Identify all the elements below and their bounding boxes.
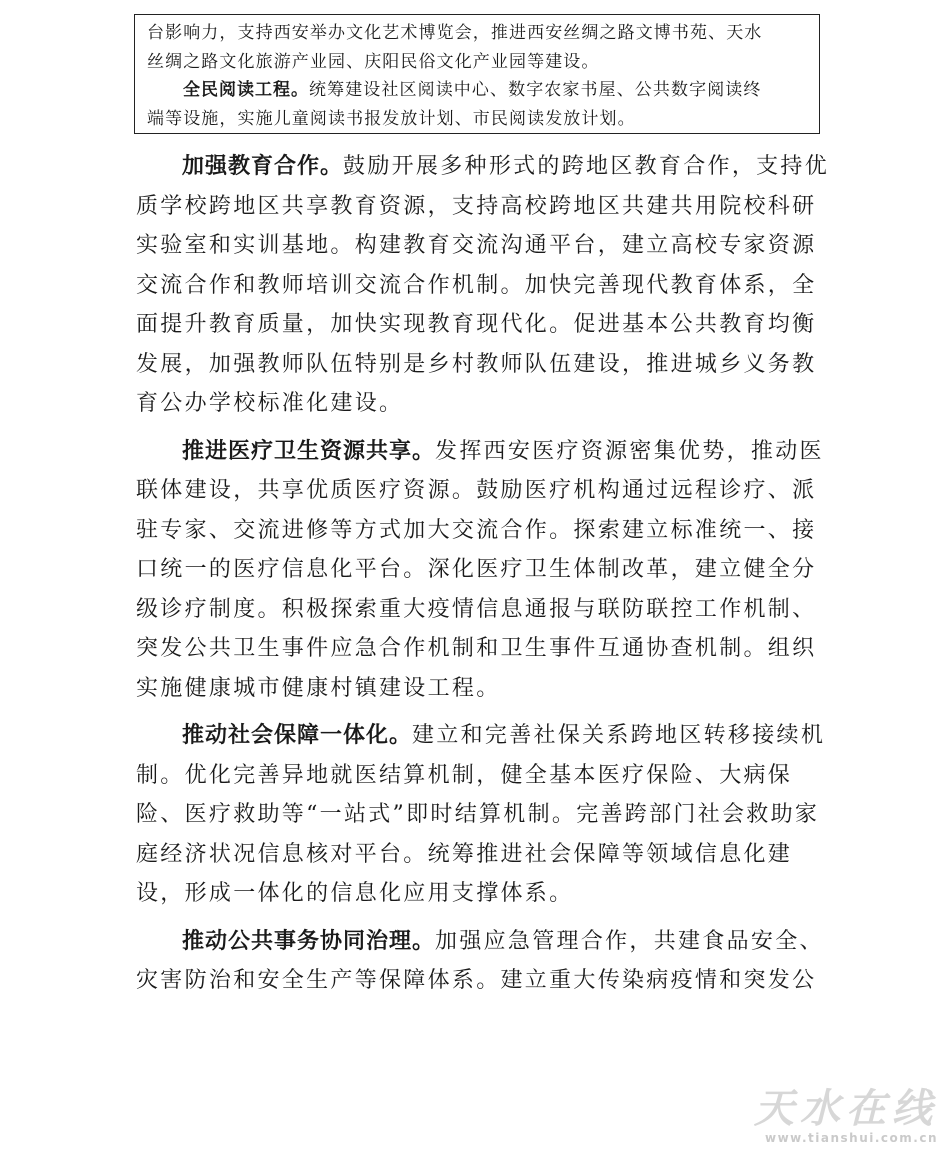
paragraph-text: 鼓励开展多种形式的跨地区教育合作，支持优质学校跨地区共享教育资源，支持高校跨地区共建共用院校科研实验室和实训基地。构建教育交流沟通平台，建立高校专家资源交流合作和教师培训交流合作机制。加快完善现代教育体系，全面提升教育质量，加快实现教育现代化。促进基本公共教育均衡发展，加强教师队伍特别是乡村教师队伍建设，推进城乡义务教育公办学校标准化建设。 [136, 154, 830, 416]
paragraph-title: 推进医疗卫生资源共享。 [182, 438, 436, 464]
paragraph-education [136, 147, 836, 424]
box-item-text: 统筹建设社区阅读中心、数字农家书屋、公共数字阅读终 [309, 80, 762, 100]
watermark-logo: 天水在线 [754, 1086, 938, 1132]
paragraph-title: 加强教育合作。 [182, 154, 344, 179]
box-line: 台影响力，支持西安举办文化艺术博览会，推进西安丝绸之路文博书苑、天水 [147, 23, 763, 43]
watermark [754, 1087, 938, 1145]
box-line: 端等设施，实施儿童阅读书报发放计划、市民阅读发放计划。 [147, 108, 636, 129]
document-body [136, 147, 836, 1001]
paragraph-text: 发挥西安医疗资源密集优势，推动医联体建设，共享优质医疗资源。鼓励医疗机构通过远程诊疗、派驻专家、交流进修等方式加大交流合作。探索建立标准统一、接口统一的医疗信息化平台。深化医疗卫生体制改革，建立健全分级诊疗制度。积极探索重大疫情信息通报与联防联控工作机制、突发公共卫生事件应急合作机制和卫生事件互通协查机制。组织实施健康城市健康村镇建设工程。 [136, 438, 824, 701]
box-item [147, 76, 809, 105]
paragraph-text: 建立和完善社保关系跨地区转移接续机制。优化完善异地就医结算机制，健全基本医疗保险、大病保险、医疗救助等“一站式”即时结算机制。完善跨部门社会救助家庭经济状况信息核对平台。统筹推进社会保障等领域信息化建设，形成一体化的信息化应用支撑体系。 [136, 723, 826, 906]
watermark-url: www.tianshui.com.cn [764, 1131, 938, 1145]
paragraph-title: 推动社会保障一体化。 [182, 723, 413, 748]
paragraph-public-affairs [136, 922, 836, 1001]
box-line: 丝绸之路文化旅游产业园、庆阳民俗文化产业园等建设。 [147, 51, 600, 72]
boxed-excerpt [134, 14, 820, 134]
box-item-title: 全民阅读工程。 [183, 80, 309, 100]
paragraph-text: 加强应急管理合作，共建食品安全、灾害防治和安全生产等保障体系。建立重大传染病疫情和突发公 [136, 928, 824, 993]
paragraph-medical [136, 432, 836, 709]
paragraph-social-security [136, 716, 836, 914]
paragraph-title: 推动公共事务协同治理。 [182, 928, 436, 954]
